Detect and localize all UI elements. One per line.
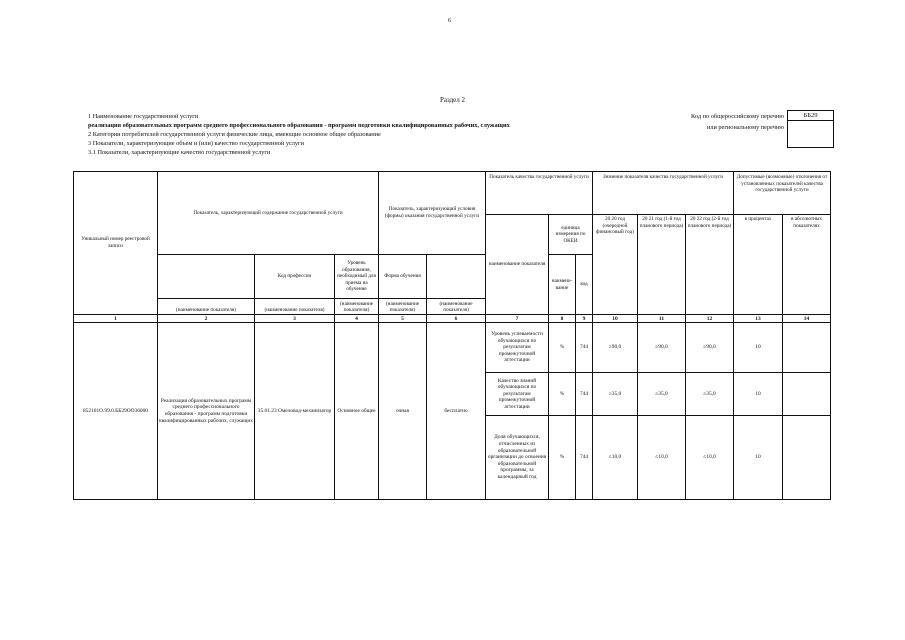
deviation-percent: 10: [734, 416, 783, 500]
value-year-3: ≤10,0: [686, 416, 734, 500]
section-title: Раздел 2: [439, 96, 466, 104]
header-deviation-absolute: в абсолютных показателях: [783, 215, 831, 315]
header-content-indicator: Показатель, характеризующий содержание государственной услуги: [158, 172, 379, 255]
deviation-absolute: [783, 323, 831, 373]
column-number: 6: [427, 315, 486, 323]
column-number: 4: [335, 315, 379, 323]
deviation-absolute: [783, 373, 831, 416]
column-number: 8: [549, 315, 576, 323]
column-number: 14: [783, 315, 831, 323]
header-study-form: Форма обучения: [379, 255, 427, 299]
header-name-placeholder-5: (наименование показателя): [427, 299, 486, 315]
service-name: реализация образовательных программ среднего профессионального образования - программ подготовки квалифицированных рабочих, служащих: [88, 122, 510, 129]
header-allowed-deviation: Допустимые (возможные) отклонения от установленных показателей качества государственной услуги: [734, 172, 831, 215]
indicator-name: Уровень успеваемости обучающихся по результатам промежуточной аттестации: [486, 323, 549, 373]
record-study-form: очная: [379, 323, 427, 500]
column-number: 7: [486, 315, 549, 323]
header-education-level: Уровень образования, необходимый для приема на обучение: [335, 255, 379, 299]
header-name-placeholder-3: (наименование показателя): [335, 299, 379, 315]
column-number: 5: [379, 315, 427, 323]
value-year-3: ≥35,0: [686, 373, 734, 416]
value-year-2: ≤10,0: [638, 416, 686, 500]
header-unique-number: Уникальный номер реестровой записи: [74, 172, 158, 315]
unit-code: 744: [576, 323, 593, 373]
header-deviation-percent: в процентах: [734, 215, 783, 315]
header-conditions-indicator: Показатель, характеризующий условия (формы) оказания государственной услуги: [379, 172, 486, 255]
record-education-level: Основное общее: [335, 323, 379, 500]
record-program: Реализация образовательных программ среднего профессионального образования - программ подготовки квалифицированных рабочих, служащих: [158, 323, 255, 500]
record-profession: 35.01.23 Омеловод-механизатор: [255, 323, 335, 500]
deviation-percent: 10: [734, 373, 783, 416]
column-number: 12: [686, 315, 734, 323]
value-year-3: ≥90,0: [686, 323, 734, 373]
header-unit-name: наимено-вание: [549, 255, 576, 315]
header-quality-values: Значение показателя качества государственной услуги: [593, 172, 734, 215]
record-condition: бесплатно: [427, 323, 486, 500]
header-year-1: 20 20 год (очередной финансовый год): [593, 215, 638, 315]
value-year-1: ≥90,0: [593, 323, 638, 373]
header-year-2: 20 21 год (1-й год планового периода): [638, 215, 686, 315]
indicators-heading: 3 Показатели, характеризующие объем и (или) качество государственной услуги: [88, 140, 305, 147]
registry-code-value: ББ29: [788, 111, 833, 121]
column-number: 1: [74, 315, 158, 323]
quality-indicators-heading: 3.1 Показатели, характеризующие качество государственной услуги: [88, 149, 271, 156]
deviation-absolute: [783, 416, 831, 500]
indicator-name: Качество знаний обучающихся по результатам промежуточной аттестации: [486, 373, 549, 416]
consumer-category: 2 Категории потребителей государственной услуги физические лица, имеющие основное общее образование: [88, 131, 381, 138]
header-year-3: 20 22 год (2-й год планового периода): [686, 215, 734, 315]
header-unit-code: код: [576, 255, 593, 315]
indicator-name: Доля обучающихся, отчисленных из образовательной организации до освоения образовательной программы, за календарный год: [486, 416, 549, 500]
header-unit: единица измерения по ОКЕИ: [549, 215, 593, 255]
column-number: 11: [638, 315, 686, 323]
quality-indicators-table: [73, 171, 831, 500]
value-year-1: ≤10,0: [593, 416, 638, 500]
header-quality-indicator: Показатель качества государственной услуги: [486, 172, 593, 215]
header-profession-code: Код профессии: [255, 255, 335, 299]
registry-code-box: [787, 110, 834, 148]
column-number: 13: [734, 315, 783, 323]
unit-code: 744: [576, 373, 593, 416]
deviation-percent: 10: [734, 323, 783, 373]
column-number: 10: [593, 315, 638, 323]
header-name-placeholder-4: (наименование показателя): [379, 299, 427, 315]
registry-code-label: Код по общероссийскому перечню или региональному перечню: [691, 113, 784, 131]
value-year-2: ≥90,0: [638, 323, 686, 373]
service-name-label: 1 Наименование государственной услуги: [88, 113, 199, 120]
table-row: [74, 323, 831, 373]
unit-name: %: [549, 416, 576, 500]
unit-code: 744: [576, 416, 593, 500]
column-number: 9: [576, 315, 593, 323]
page-number: 6: [448, 18, 451, 24]
value-year-1: ≥35,0: [593, 373, 638, 416]
column-number-row: [74, 315, 831, 323]
header-indicator-name: наименование показателя: [486, 215, 549, 315]
record-code: 852101О.99.0.ББ29ОО36000: [74, 323, 158, 500]
unit-name: %: [549, 373, 576, 416]
column-number: 2: [158, 315, 255, 323]
header-name-placeholder-1: (наименование показателя): [158, 299, 255, 315]
value-year-2: ≥35,0: [638, 373, 686, 416]
column-number: 3: [255, 315, 335, 323]
header-name-placeholder-2: (наименование показателя): [255, 299, 335, 315]
unit-name: %: [549, 323, 576, 373]
